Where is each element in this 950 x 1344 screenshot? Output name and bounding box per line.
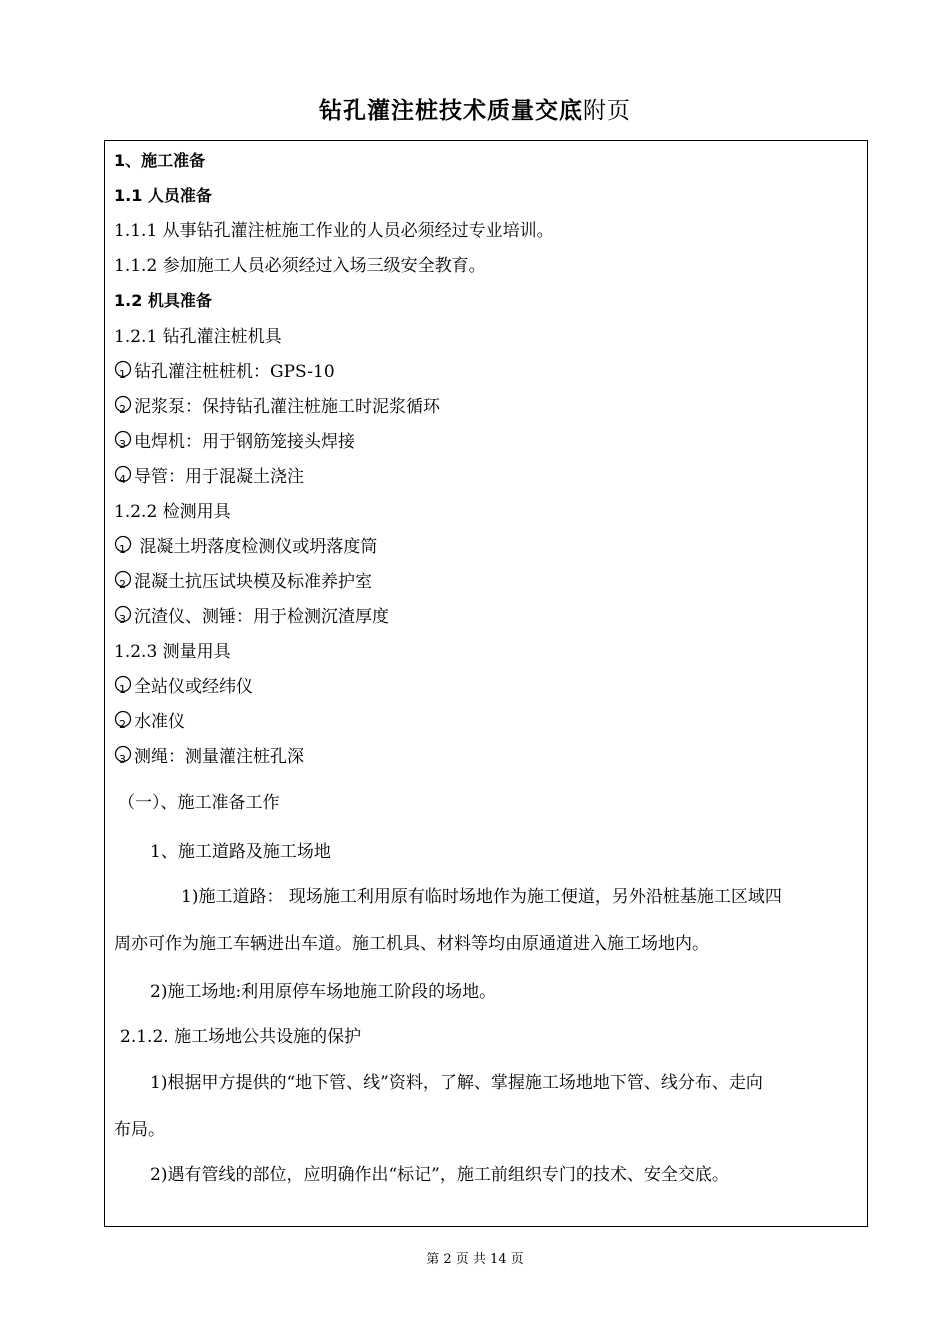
item-heading: 1.2.3 测量用具 <box>114 642 231 662</box>
section-heading: 1、施工准备 <box>114 151 206 170</box>
paragraph: 布局。 <box>114 1120 165 1140</box>
list-item: 4 导管：用于混凝土浇注 <box>114 465 304 489</box>
list-item: 3 电焊机：用于钢筋笼接头焊接 <box>114 430 355 454</box>
list-item: 2 水准仪 <box>114 710 185 734</box>
circled-number-icon: 2 <box>114 710 132 734</box>
list-item: 1 全站仪或经纬仪 <box>114 675 253 699</box>
item-heading: 1、施工道路及施工场地 <box>150 842 331 862</box>
circled-number-icon: 1 <box>114 360 132 384</box>
circled-number-icon: 4 <box>114 465 132 489</box>
subsection-heading: 1.1 人员准备 <box>114 186 212 205</box>
paragraph: 2)施工场地:利用原停车场地施工阶段的场地。 <box>150 982 497 1002</box>
item-heading: 1.2.2 检测用具 <box>114 502 231 522</box>
circled-number-icon: 2 <box>114 395 132 419</box>
subsection-heading: 1.2 机具准备 <box>114 291 212 310</box>
list-item: 3 测绳：测量灌注桩孔深 <box>114 745 304 769</box>
section-heading: （一）、施工准备工作 <box>118 793 280 813</box>
paragraph: 1.1.1 从事钻孔灌注桩施工作业的人员必须经过专业培训。 <box>114 221 554 241</box>
circled-number-icon: 1 <box>114 535 132 559</box>
page-title <box>0 92 950 125</box>
item-heading: 1.2.1 钻孔灌注桩机具 <box>114 327 282 347</box>
item-heading: 2.1.2. 施工场地公共设施的保护 <box>120 1027 362 1047</box>
title-main: 钻孔灌注桩技术质量交底 <box>319 98 583 124</box>
paragraph: 1)根据甲方提供的“地下管、线”资料，了解、掌握施工场地地下管、线分布、走向 <box>150 1073 763 1093</box>
list-item: 3 沉渣仪、测锤：用于检测沉渣厚度 <box>114 605 389 629</box>
title-suffix: 附页 <box>583 98 631 124</box>
circled-number-icon: 3 <box>114 745 132 769</box>
circled-number-icon: 3 <box>114 430 132 454</box>
paragraph: 周亦可作为施工车辆进出车道。施工机具、材料等均由原通道进入施工场地内。 <box>114 934 709 954</box>
list-item: 2 泥浆泵：保持钻孔灌注桩施工时泥浆循环 <box>114 395 440 419</box>
circled-number-icon: 3 <box>114 605 132 629</box>
circled-number-icon: 1 <box>114 675 132 699</box>
paragraph: 2)遇有管线的部位，应明确作出“标记”，施工前组织专门的技术、安全交底。 <box>150 1165 729 1185</box>
paragraph: 1)施工道路： 现场施工利用原有临时场地作为施工便道，另外沿桩基施工区域四 <box>181 887 782 907</box>
page-number: 第 2 页 共 14 页 <box>426 1252 524 1267</box>
circled-number-icon: 2 <box>114 570 132 594</box>
paragraph: 1.1.2 参加施工人员必须经过入场三级安全教育。 <box>114 256 486 276</box>
list-item: 1 混凝土坍落度检测仪或坍落度筒 <box>114 535 377 559</box>
list-item: 2 混凝土抗压试块模及标准养护室 <box>114 570 372 594</box>
list-item: 1 钻孔灌注桩桩机：GPS-10 <box>114 360 335 384</box>
